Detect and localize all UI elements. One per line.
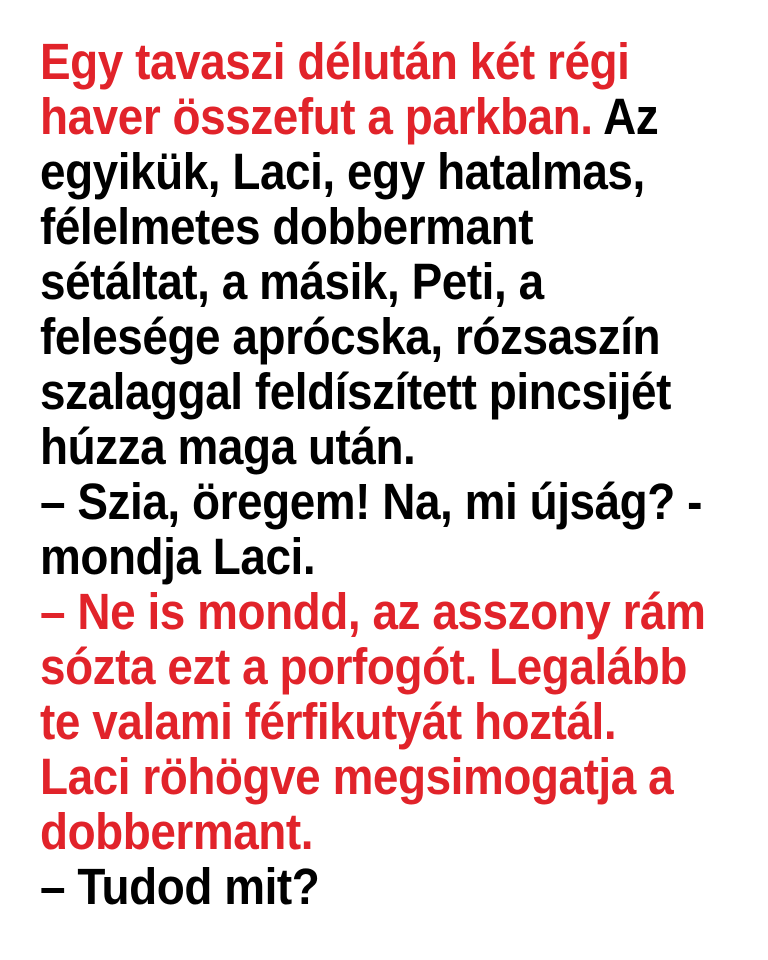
text-segment: sétáltat, a másik, Peti, a xyxy=(40,253,544,310)
text-segment: haver összefut a parkban. xyxy=(40,88,593,145)
text-line xyxy=(40,364,705,419)
text-segment: Laci röhögve megsimogatja a xyxy=(40,748,674,805)
text-segment: dobbermant. xyxy=(40,803,314,860)
text-line xyxy=(40,309,705,364)
text-line xyxy=(40,144,705,199)
text-line xyxy=(40,89,705,144)
text-line xyxy=(40,254,705,309)
text-segment: te valami férfikutyát hoztál. xyxy=(40,693,617,750)
text-line xyxy=(40,639,705,694)
text-segment: Az xyxy=(592,88,659,145)
text-line xyxy=(40,419,705,474)
text-segment: – Szia, öregem! Na, mi újság? - xyxy=(40,473,702,530)
text-segment: sózta ezt a porfogót. Legalább xyxy=(40,638,687,695)
text-line xyxy=(40,859,705,914)
text-line xyxy=(40,474,705,529)
text-line xyxy=(40,34,705,89)
text-line xyxy=(40,804,705,859)
text-segment: egyikük, Laci, egy hatalmas, xyxy=(40,143,645,200)
text-line xyxy=(40,584,705,639)
text-segment: felesége aprócska, rózsaszín xyxy=(40,308,661,365)
text-segment: – Tudod mit? xyxy=(40,858,320,915)
text-line xyxy=(40,529,705,584)
text-segment: húzza maga után. xyxy=(40,418,416,475)
text-line xyxy=(40,749,705,804)
text-segment: mondja Laci. xyxy=(40,528,316,585)
text-line xyxy=(40,199,705,254)
text-line xyxy=(40,694,705,749)
text-segment: félelmetes dobbermant xyxy=(40,198,534,255)
text-segment: – Ne is mondd, az asszony rám xyxy=(40,583,706,640)
text-segment: Egy tavaszi délután két régi xyxy=(40,33,630,90)
joke-text xyxy=(40,34,768,914)
text-segment: szalaggal feldíszített pincsijét xyxy=(40,363,671,420)
